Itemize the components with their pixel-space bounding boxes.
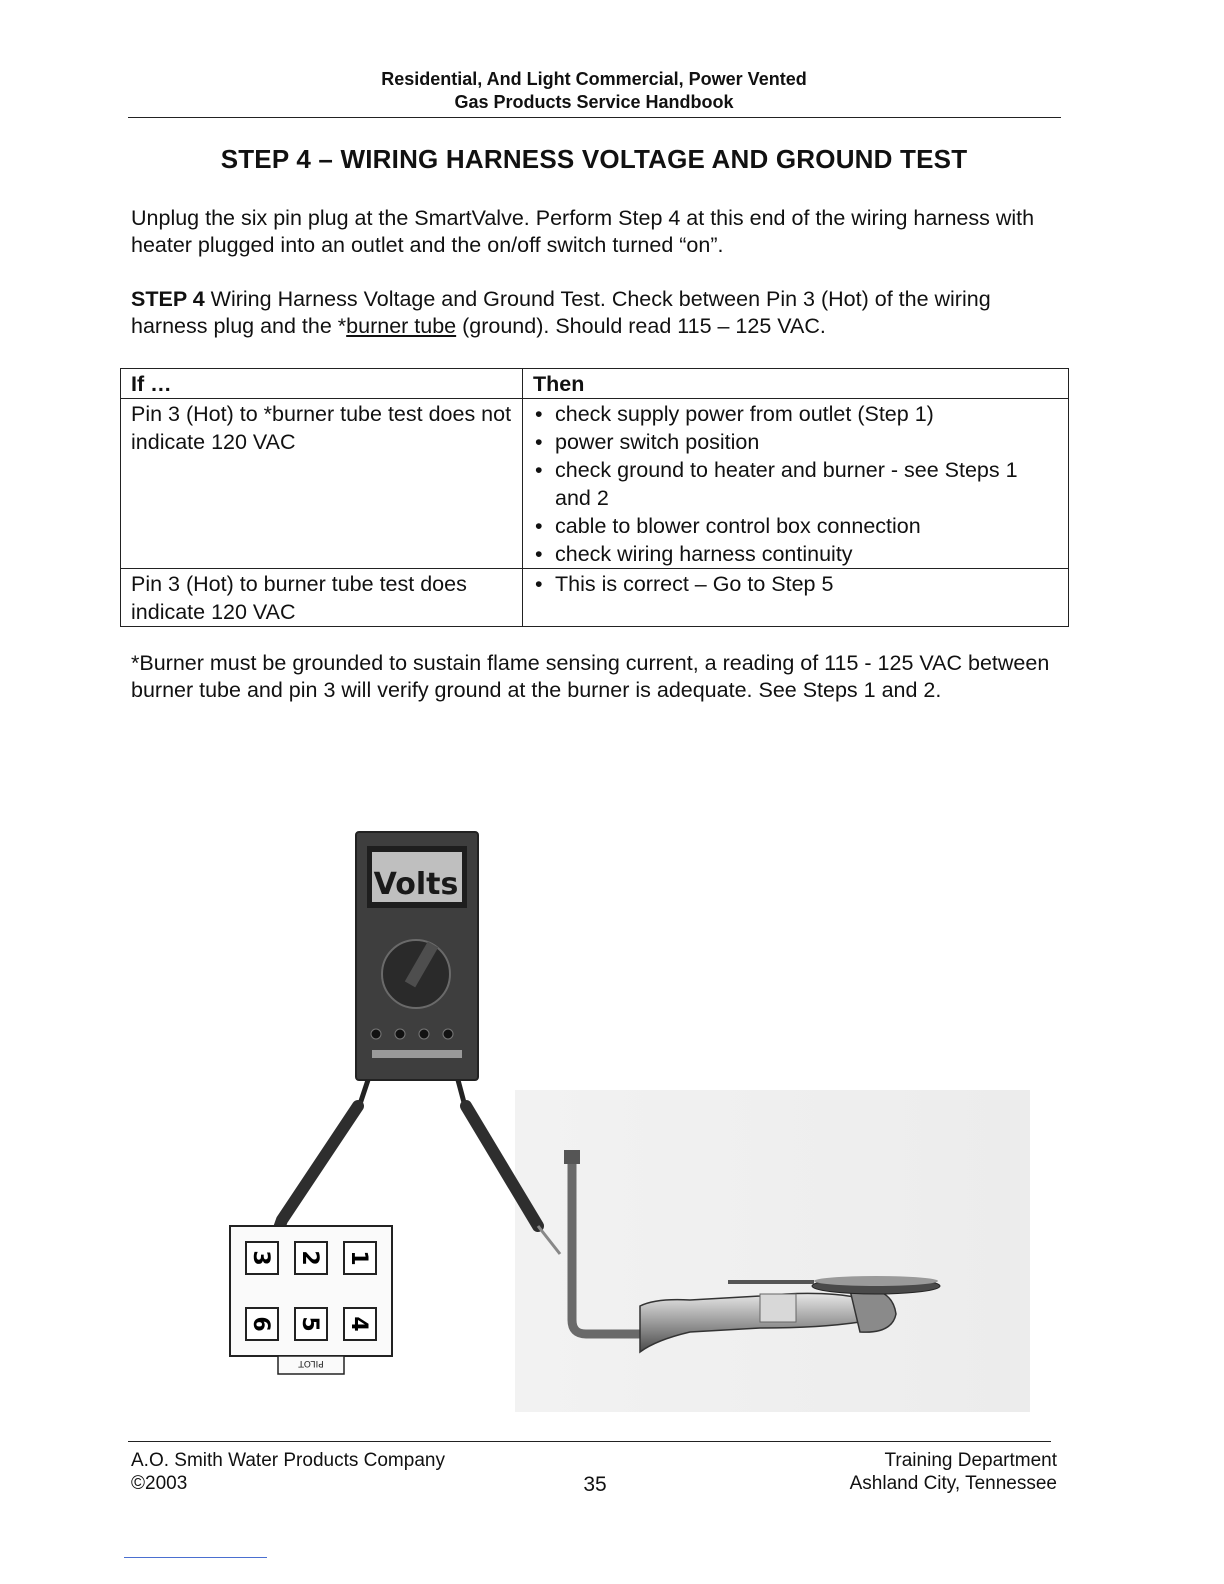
six-pin-plug [230, 1226, 392, 1374]
document-header [128, 68, 1060, 114]
pin-5-label: 5 [297, 1316, 322, 1332]
pin-1-label: 1 [346, 1250, 371, 1266]
footnote-paragraph: *Burner must be grounded to sustain flame sensing current, a reading of 115 - 125 VAC between burner tube and pin 3 will verify ground at the burner is adequate. See Steps 1 and 2. [131, 651, 1050, 702]
header-if: If … [121, 369, 523, 399]
table-row [121, 399, 1069, 569]
burner-head-top [814, 1276, 938, 1286]
footer-copyright: ©2003 [131, 1473, 188, 1494]
then-cell [523, 569, 1069, 627]
header-line-2: Gas Products Service Handbook [454, 92, 734, 112]
pin-3-label: 3 [248, 1250, 273, 1266]
footer-location: Ashland City, Tennessee [849, 1473, 1057, 1494]
header-then: Then [523, 369, 1069, 399]
then-cell [523, 399, 1069, 569]
step-text-b: (ground). Should read 115 – 125 VAC. [456, 314, 826, 338]
voltage-test-illustration [220, 828, 1040, 1418]
list-item: • check ground to heater and burner - see Steps 1 and 2 [533, 456, 1058, 512]
if-cell: Pin 3 (Hot) to *burner tube test does not indicate 120 VAC [121, 399, 523, 569]
footer-left [131, 1449, 445, 1495]
list-item: • check wiring harness continuity [533, 540, 1058, 568]
bottom-hyperlink-line[interactable] [124, 1557, 267, 1558]
pin-6-label: 6 [248, 1316, 273, 1332]
plug-tab-text: PILOT [298, 1358, 324, 1368]
footer-department: Training Department [884, 1450, 1057, 1471]
header-line-1: Residential, And Light Commercial, Power Vented [381, 69, 807, 89]
probe-jack-com [371, 1029, 381, 1039]
intro-paragraph: Unplug the six pin plug at the SmartValve. Perform Step 4 at this end of the wiring harness with heater plugged into an outlet and the on/off switch turned “on”. [131, 206, 1035, 257]
meter-label-strip [372, 1050, 462, 1058]
page-title: STEP 4 – WIRING HARNESS VOLTAGE AND GROUND TEST [220, 144, 968, 174]
list-item: • power switch position [533, 428, 1058, 456]
footer-company: A.O. Smith Water Products Company [131, 1450, 445, 1471]
header-divider [128, 117, 1061, 118]
burner-tube-underlined: burner tube [346, 314, 457, 338]
meter-display-text: Volts [373, 867, 459, 902]
list-item: • check supply power from outlet (Step 1) [533, 400, 1058, 428]
probe-jack-ma [443, 1029, 453, 1039]
footer-divider [128, 1441, 1051, 1442]
list-item: • cable to blower control box connection [533, 512, 1058, 540]
table-row [121, 569, 1069, 627]
page-number: 35 [583, 1473, 607, 1496]
if-then-table [120, 368, 1069, 627]
probe-jack-a [419, 1029, 429, 1039]
step-label: STEP 4 [131, 287, 205, 311]
pin-4-label: 4 [346, 1316, 371, 1332]
table-header-row [121, 369, 1069, 399]
if-cell: Pin 3 (Hot) to burner tube test does indicate 120 VAC [121, 569, 523, 627]
pin-2-label: 2 [297, 1250, 322, 1266]
multimeter [356, 832, 478, 1080]
burner-bracket [760, 1294, 796, 1322]
probe-jack-v [395, 1029, 405, 1039]
step-text-a: Wiring Harness Voltage and Ground Test. Check between Pin 3 (Hot) of the wiring harness plug and the * [131, 287, 991, 338]
list-item: • This is correct – Go to Step 5 [533, 570, 1058, 598]
pilot-fitting [564, 1150, 580, 1164]
step-paragraph [131, 286, 1061, 340]
burner-background [515, 1090, 1030, 1412]
footer-right [850, 1449, 1057, 1495]
